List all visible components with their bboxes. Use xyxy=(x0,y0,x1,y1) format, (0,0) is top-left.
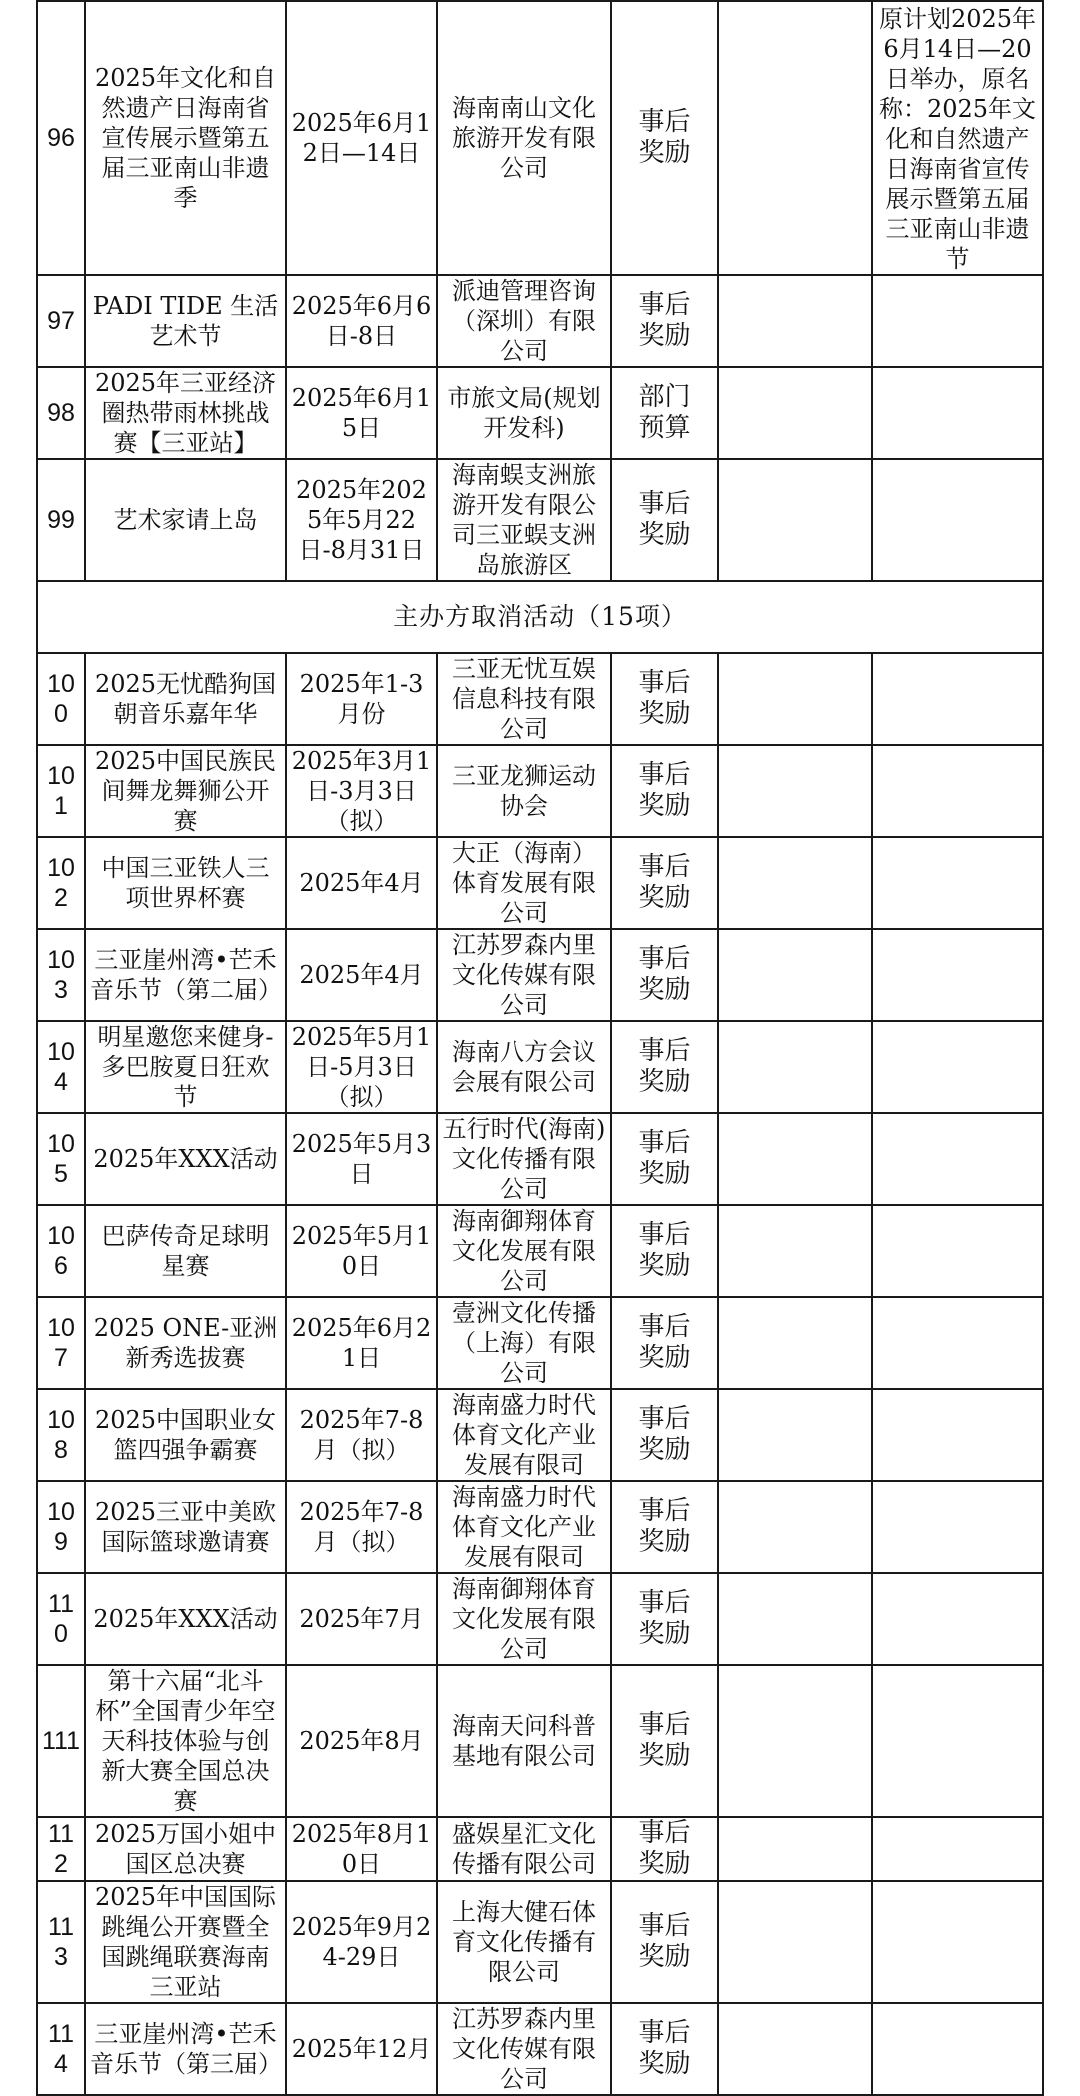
event-date: 2025年6月12日—14日 xyxy=(291,109,432,167)
event-date-cell xyxy=(286,275,437,367)
blank-cell-cell xyxy=(718,1021,872,1113)
organizer-cell xyxy=(437,1881,611,2003)
organizer: 海南盛力时代体育文化产业发展有限司 xyxy=(452,1391,596,1479)
event-date: 2025年7月 xyxy=(299,1605,424,1633)
event-date: 2025年6月6日-8日 xyxy=(291,292,432,350)
row-number-cell xyxy=(37,459,85,581)
funding-type: 事后 奖励 xyxy=(638,290,691,351)
event-date-cell xyxy=(286,2003,437,2095)
event-date-cell xyxy=(286,929,437,1021)
event-name: 2025中国民族民间舞龙舞狮公开赛 xyxy=(94,747,277,835)
event-name: 2025 ONE-亚洲新秀选拔赛 xyxy=(93,1314,278,1372)
funding-type: 事后 奖励 xyxy=(638,944,691,1005)
organizer-cell xyxy=(437,1021,611,1113)
organizer: 海南南山文化旅游开发有限公司 xyxy=(452,94,596,182)
funding-type-cell xyxy=(611,275,718,367)
event-name-cell xyxy=(85,837,286,929)
event-date: 2025年5月1日-5月3日（拟） xyxy=(291,1023,432,1111)
row-number-cell xyxy=(37,1,85,275)
event-name-cell xyxy=(85,367,286,459)
organizer-cell xyxy=(437,1665,611,1817)
funding-type-cell xyxy=(611,1817,718,1881)
event-date-cell xyxy=(286,1817,437,1881)
funding-type: 事后 奖励 xyxy=(638,1911,691,1972)
event-name: 明星邀您来健身-多巴胺夏日狂欢节 xyxy=(97,1023,274,1111)
event-name: 三亚崖州湾•芒禾音乐节（第二届） xyxy=(90,946,282,1004)
events-table xyxy=(36,0,1044,2096)
remark-cell xyxy=(872,1481,1043,1573)
blank-cell-cell xyxy=(718,1881,872,2003)
section-row xyxy=(37,581,1043,653)
funding-type: 事后 奖励 xyxy=(638,1312,691,1373)
row-number: 103 xyxy=(47,946,75,1004)
event-date-cell xyxy=(286,1881,437,2003)
organizer-cell xyxy=(437,1817,611,1881)
blank-cell-cell xyxy=(718,275,872,367)
row-number: 99 xyxy=(47,506,75,534)
funding-type-cell xyxy=(611,837,718,929)
event-name: 三亚崖州湾•芒禾音乐节（第三届） xyxy=(90,2020,282,2078)
row-number: 114 xyxy=(48,2020,74,2078)
organizer: 海南御翔体育文化发展有限公司 xyxy=(452,1575,596,1663)
table-row xyxy=(37,1481,1043,1573)
organizer-cell xyxy=(437,929,611,1021)
row-number: 111 xyxy=(42,1727,81,1755)
blank-cell-cell xyxy=(718,837,872,929)
organizer-cell xyxy=(437,1389,611,1481)
event-date-cell xyxy=(286,459,437,581)
funding-type: 事后 奖励 xyxy=(638,1588,691,1649)
event-name-cell xyxy=(85,653,286,745)
table-row xyxy=(37,275,1043,367)
event-name-cell xyxy=(85,929,286,1021)
row-number-cell xyxy=(37,653,85,745)
document-sheet xyxy=(36,0,1042,2093)
table-row xyxy=(37,1297,1043,1389)
funding-type-cell xyxy=(611,1113,718,1205)
remark-cell xyxy=(872,1817,1043,1881)
row-number: 105 xyxy=(47,1130,75,1188)
blank-cell-cell xyxy=(718,1297,872,1389)
funding-type: 事后 奖励 xyxy=(638,760,691,821)
remark-cell xyxy=(872,1297,1043,1389)
organizer: 海南蜈支洲旅游开发有限公司三亚蜈支洲岛旅游区 xyxy=(452,461,596,579)
event-name: 巴萨传奇足球明星赛 xyxy=(101,1222,270,1280)
row-number-cell xyxy=(37,929,85,1021)
event-name-cell xyxy=(85,1113,286,1205)
event-date: 2025年7-8月（拟） xyxy=(299,1498,424,1556)
table-row xyxy=(37,1,1043,275)
event-name-cell xyxy=(85,1665,286,1817)
row-number: 108 xyxy=(47,1406,75,1464)
event-name: 2025年XXX活动 xyxy=(93,1605,278,1633)
blank-cell-cell xyxy=(718,929,872,1021)
organizer-cell xyxy=(437,2003,611,2095)
row-number: 106 xyxy=(47,1222,75,1280)
remark-cell xyxy=(872,2003,1043,2095)
remark-cell xyxy=(872,1205,1043,1297)
row-number: 112 xyxy=(48,1820,74,1878)
event-date-cell xyxy=(286,367,437,459)
section-title: 主办方取消活动（15项） xyxy=(37,581,1043,653)
remark: 原计划2025年6月14日—20日举办，原名称：2025年文化和自然遗产日海南省宣传展示暨第五届三亚南山非遗节 xyxy=(878,5,1037,273)
event-name-cell xyxy=(85,1389,286,1481)
blank-cell-cell xyxy=(718,2003,872,2095)
remark-cell xyxy=(872,929,1043,1021)
organizer-cell xyxy=(437,275,611,367)
blank-cell-cell xyxy=(718,459,872,581)
event-name: 2025年文化和自然遗产日海南省宣传展示暨第五届三亚南山非遗季 xyxy=(94,64,277,212)
table-row xyxy=(37,367,1043,459)
organizer: 三亚龙狮运动协会 xyxy=(452,762,596,820)
funding-type-cell xyxy=(611,1021,718,1113)
remark-cell xyxy=(872,1021,1043,1113)
row-number-cell xyxy=(37,1573,85,1665)
event-name-cell xyxy=(85,745,286,837)
row-number-cell xyxy=(37,1297,85,1389)
remark-cell xyxy=(872,1881,1043,2003)
event-date: 2025年4月 xyxy=(299,869,424,897)
event-date: 2025年6月15日 xyxy=(291,384,432,442)
row-number-cell xyxy=(37,1817,85,1881)
blank-cell-cell xyxy=(718,1817,872,1881)
funding-type: 事后 奖励 xyxy=(638,489,691,550)
funding-type-cell xyxy=(611,2003,718,2095)
row-number: 96 xyxy=(47,124,75,152)
table-row xyxy=(37,1389,1043,1481)
event-date-cell xyxy=(286,1113,437,1205)
organizer: 海南八方会议会展有限公司 xyxy=(452,1038,596,1096)
remark-cell xyxy=(872,367,1043,459)
organizer-cell xyxy=(437,1113,611,1205)
funding-type-cell xyxy=(611,459,718,581)
funding-type-cell xyxy=(611,1481,718,1573)
row-number-cell xyxy=(37,1205,85,1297)
table-row xyxy=(37,1113,1043,1205)
funding-type-cell xyxy=(611,1,718,275)
funding-type-cell xyxy=(611,1297,718,1389)
row-number-cell xyxy=(37,1665,85,1817)
blank-cell-cell xyxy=(718,1389,872,1481)
organizer-cell xyxy=(437,367,611,459)
row-number-cell xyxy=(37,2003,85,2095)
remark-cell xyxy=(872,1665,1043,1817)
event-name: 中国三亚铁人三项世界杯赛 xyxy=(101,854,270,912)
table-row xyxy=(37,459,1043,581)
event-date-cell xyxy=(286,837,437,929)
row-number: 104 xyxy=(47,1038,75,1096)
row-number-cell xyxy=(37,837,85,929)
event-name-cell xyxy=(85,459,286,581)
funding-type: 事后 奖励 xyxy=(638,668,691,729)
row-number-cell xyxy=(37,1881,85,2003)
row-number: 109 xyxy=(47,1498,75,1556)
organizer: 大正（海南）体育发展有限公司 xyxy=(452,839,596,927)
organizer-cell xyxy=(437,1,611,275)
event-date: 2025年2025年5月22日-8月31日 xyxy=(296,476,427,564)
funding-type-cell xyxy=(611,1205,718,1297)
funding-type: 事后 奖励 xyxy=(638,1710,691,1771)
organizer-cell xyxy=(437,1297,611,1389)
funding-type-cell xyxy=(611,929,718,1021)
funding-type-cell xyxy=(611,1665,718,1817)
organizer-cell xyxy=(437,1205,611,1297)
row-number-cell xyxy=(37,275,85,367)
event-name-cell xyxy=(85,1297,286,1389)
event-date-cell xyxy=(286,1,437,275)
table-row xyxy=(37,1665,1043,1817)
event-name-cell xyxy=(85,1021,286,1113)
remark-cell xyxy=(872,1389,1043,1481)
event-date-cell xyxy=(286,1481,437,1573)
remark-cell xyxy=(872,1113,1043,1205)
event-name: 2025中国职业女篮四强争霸赛 xyxy=(94,1406,277,1464)
event-name-cell xyxy=(85,1205,286,1297)
table-row xyxy=(37,1881,1043,2003)
event-name-cell xyxy=(85,1881,286,2003)
remark-cell xyxy=(872,1573,1043,1665)
row-number: 100 xyxy=(47,670,75,728)
blank-cell-cell xyxy=(718,1,872,275)
remark-cell xyxy=(872,837,1043,929)
blank-cell-cell xyxy=(718,367,872,459)
organizer: 壹洲文化传播（上海）有限公司 xyxy=(452,1299,596,1387)
funding-type: 部门 预算 xyxy=(638,382,691,443)
event-date: 2025年5月3日 xyxy=(291,1130,432,1188)
blank-cell-cell xyxy=(718,1481,872,1573)
organizer: 市旅文局(规划开发科) xyxy=(447,384,601,442)
blank-cell-cell xyxy=(718,1205,872,1297)
event-date-cell xyxy=(286,1021,437,1113)
event-date-cell xyxy=(286,653,437,745)
organizer: 海南天问科普基地有限公司 xyxy=(452,1712,596,1770)
row-number: 113 xyxy=(48,1913,74,1971)
table-row xyxy=(37,2003,1043,2095)
funding-type-cell xyxy=(611,653,718,745)
organizer-cell xyxy=(437,653,611,745)
event-date: 2025年1-3月份 xyxy=(299,670,424,728)
event-name-cell xyxy=(85,1573,286,1665)
row-number: 102 xyxy=(47,854,75,912)
row-number-cell xyxy=(37,1389,85,1481)
event-name: 2025万国小姐中国区总决赛 xyxy=(94,1820,277,1878)
event-name-cell xyxy=(85,1481,286,1573)
remark-cell xyxy=(872,745,1043,837)
event-date: 2025年8月 xyxy=(299,1727,424,1755)
event-name-cell xyxy=(85,2003,286,2095)
table-row xyxy=(37,1573,1043,1665)
event-date: 2025年12月 xyxy=(291,2035,432,2063)
funding-type-cell xyxy=(611,1881,718,2003)
funding-type-cell xyxy=(611,1389,718,1481)
organizer: 五行时代(海南)文化传播有限公司 xyxy=(442,1115,606,1203)
table-row xyxy=(37,929,1043,1021)
organizer-cell xyxy=(437,837,611,929)
organizer: 派迪管理咨询（深圳）有限公司 xyxy=(452,277,596,365)
funding-type: 事后 奖励 xyxy=(638,1818,691,1879)
event-date: 2025年3月1日-3月3日（拟） xyxy=(291,747,432,835)
event-date: 2025年4月 xyxy=(299,961,424,989)
event-name-cell xyxy=(85,1,286,275)
event-date-cell xyxy=(286,1665,437,1817)
organizer: 三亚无忧互娱信息科技有限公司 xyxy=(452,655,596,743)
funding-type: 事后 奖励 xyxy=(638,1404,691,1465)
event-date-cell xyxy=(286,745,437,837)
table-row xyxy=(37,1205,1043,1297)
row-number: 107 xyxy=(47,1314,75,1372)
event-name-cell xyxy=(85,275,286,367)
table-row xyxy=(37,1021,1043,1113)
row-number-cell xyxy=(37,1021,85,1113)
funding-type: 事后 奖励 xyxy=(638,1220,691,1281)
blank-cell-cell xyxy=(718,653,872,745)
row-number-cell xyxy=(37,1113,85,1205)
blank-cell-cell xyxy=(718,1113,872,1205)
row-number: 98 xyxy=(47,399,75,427)
blank-cell-cell xyxy=(718,1573,872,1665)
event-date: 2025年9月24-29日 xyxy=(291,1913,432,1971)
table-row xyxy=(37,1817,1043,1881)
organizer: 江苏罗森内里文化传媒有限公司 xyxy=(452,931,596,1019)
row-number-cell xyxy=(37,367,85,459)
row-number: 97 xyxy=(47,307,75,335)
event-date-cell xyxy=(286,1297,437,1389)
event-date-cell xyxy=(286,1205,437,1297)
event-name: 2025年XXX活动 xyxy=(93,1145,278,1173)
funding-type: 事后 奖励 xyxy=(638,1496,691,1557)
table-row xyxy=(37,653,1043,745)
organizer-cell xyxy=(437,745,611,837)
event-date: 2025年6月21日 xyxy=(291,1314,432,1372)
table-row xyxy=(37,745,1043,837)
event-date: 2025年8月10日 xyxy=(291,1820,432,1878)
remark-cell xyxy=(872,275,1043,367)
organizer: 盛娱星汇文化传播有限公司 xyxy=(452,1820,596,1878)
row-number-cell xyxy=(37,745,85,837)
funding-type: 事后 奖励 xyxy=(638,2018,691,2079)
event-name: PADI TIDE 生活艺术节 xyxy=(92,292,279,350)
row-number-cell xyxy=(37,1481,85,1573)
table-body xyxy=(37,1,1043,2095)
remark-cell xyxy=(872,1,1043,275)
organizer-cell xyxy=(437,1481,611,1573)
funding-type: 事后 奖励 xyxy=(638,1036,691,1097)
event-name: 第十六届“北斗杯”全国青少年空天科技体验与创新大赛全国总决赛 xyxy=(95,1667,276,1815)
event-date: 2025年7-8月（拟） xyxy=(299,1406,424,1464)
event-name: 2025年三亚经济圈热带雨林挑战赛【三亚站】 xyxy=(94,369,277,457)
funding-type-cell xyxy=(611,745,718,837)
funding-type-cell xyxy=(611,1573,718,1665)
blank-cell-cell xyxy=(718,745,872,837)
funding-type: 事后 奖励 xyxy=(638,852,691,913)
row-number: 110 xyxy=(48,1590,74,1648)
organizer-cell xyxy=(437,1573,611,1665)
event-date-cell xyxy=(286,1389,437,1481)
event-date: 2025年5月10日 xyxy=(291,1222,432,1280)
funding-type-cell xyxy=(611,367,718,459)
event-name: 2025年中国国际跳绳公开赛暨全国跳绳联赛海南三亚站 xyxy=(94,1883,277,2001)
funding-type: 事后 奖励 xyxy=(638,1128,691,1189)
organizer: 江苏罗森内里文化传媒有限公司 xyxy=(452,2005,596,2093)
event-name: 2025三亚中美欧国际篮球邀请赛 xyxy=(94,1498,277,1556)
remark-cell xyxy=(872,459,1043,581)
organizer: 上海大健石体育文化传播有限公司 xyxy=(452,1898,596,1986)
event-name: 2025无忧酷狗国朝音乐嘉年华 xyxy=(94,670,277,728)
blank-cell-cell xyxy=(718,1665,872,1817)
remark-cell xyxy=(872,653,1043,745)
event-name-cell xyxy=(85,1817,286,1881)
organizer: 海南盛力时代体育文化产业发展有限司 xyxy=(452,1483,596,1571)
event-name: 艺术家请上岛 xyxy=(113,506,258,534)
event-date-cell xyxy=(286,1573,437,1665)
organizer: 海南御翔体育文化发展有限公司 xyxy=(452,1207,596,1295)
funding-type: 事后 奖励 xyxy=(638,107,691,168)
table-row xyxy=(37,837,1043,929)
organizer-cell xyxy=(437,459,611,581)
row-number: 101 xyxy=(47,762,75,820)
